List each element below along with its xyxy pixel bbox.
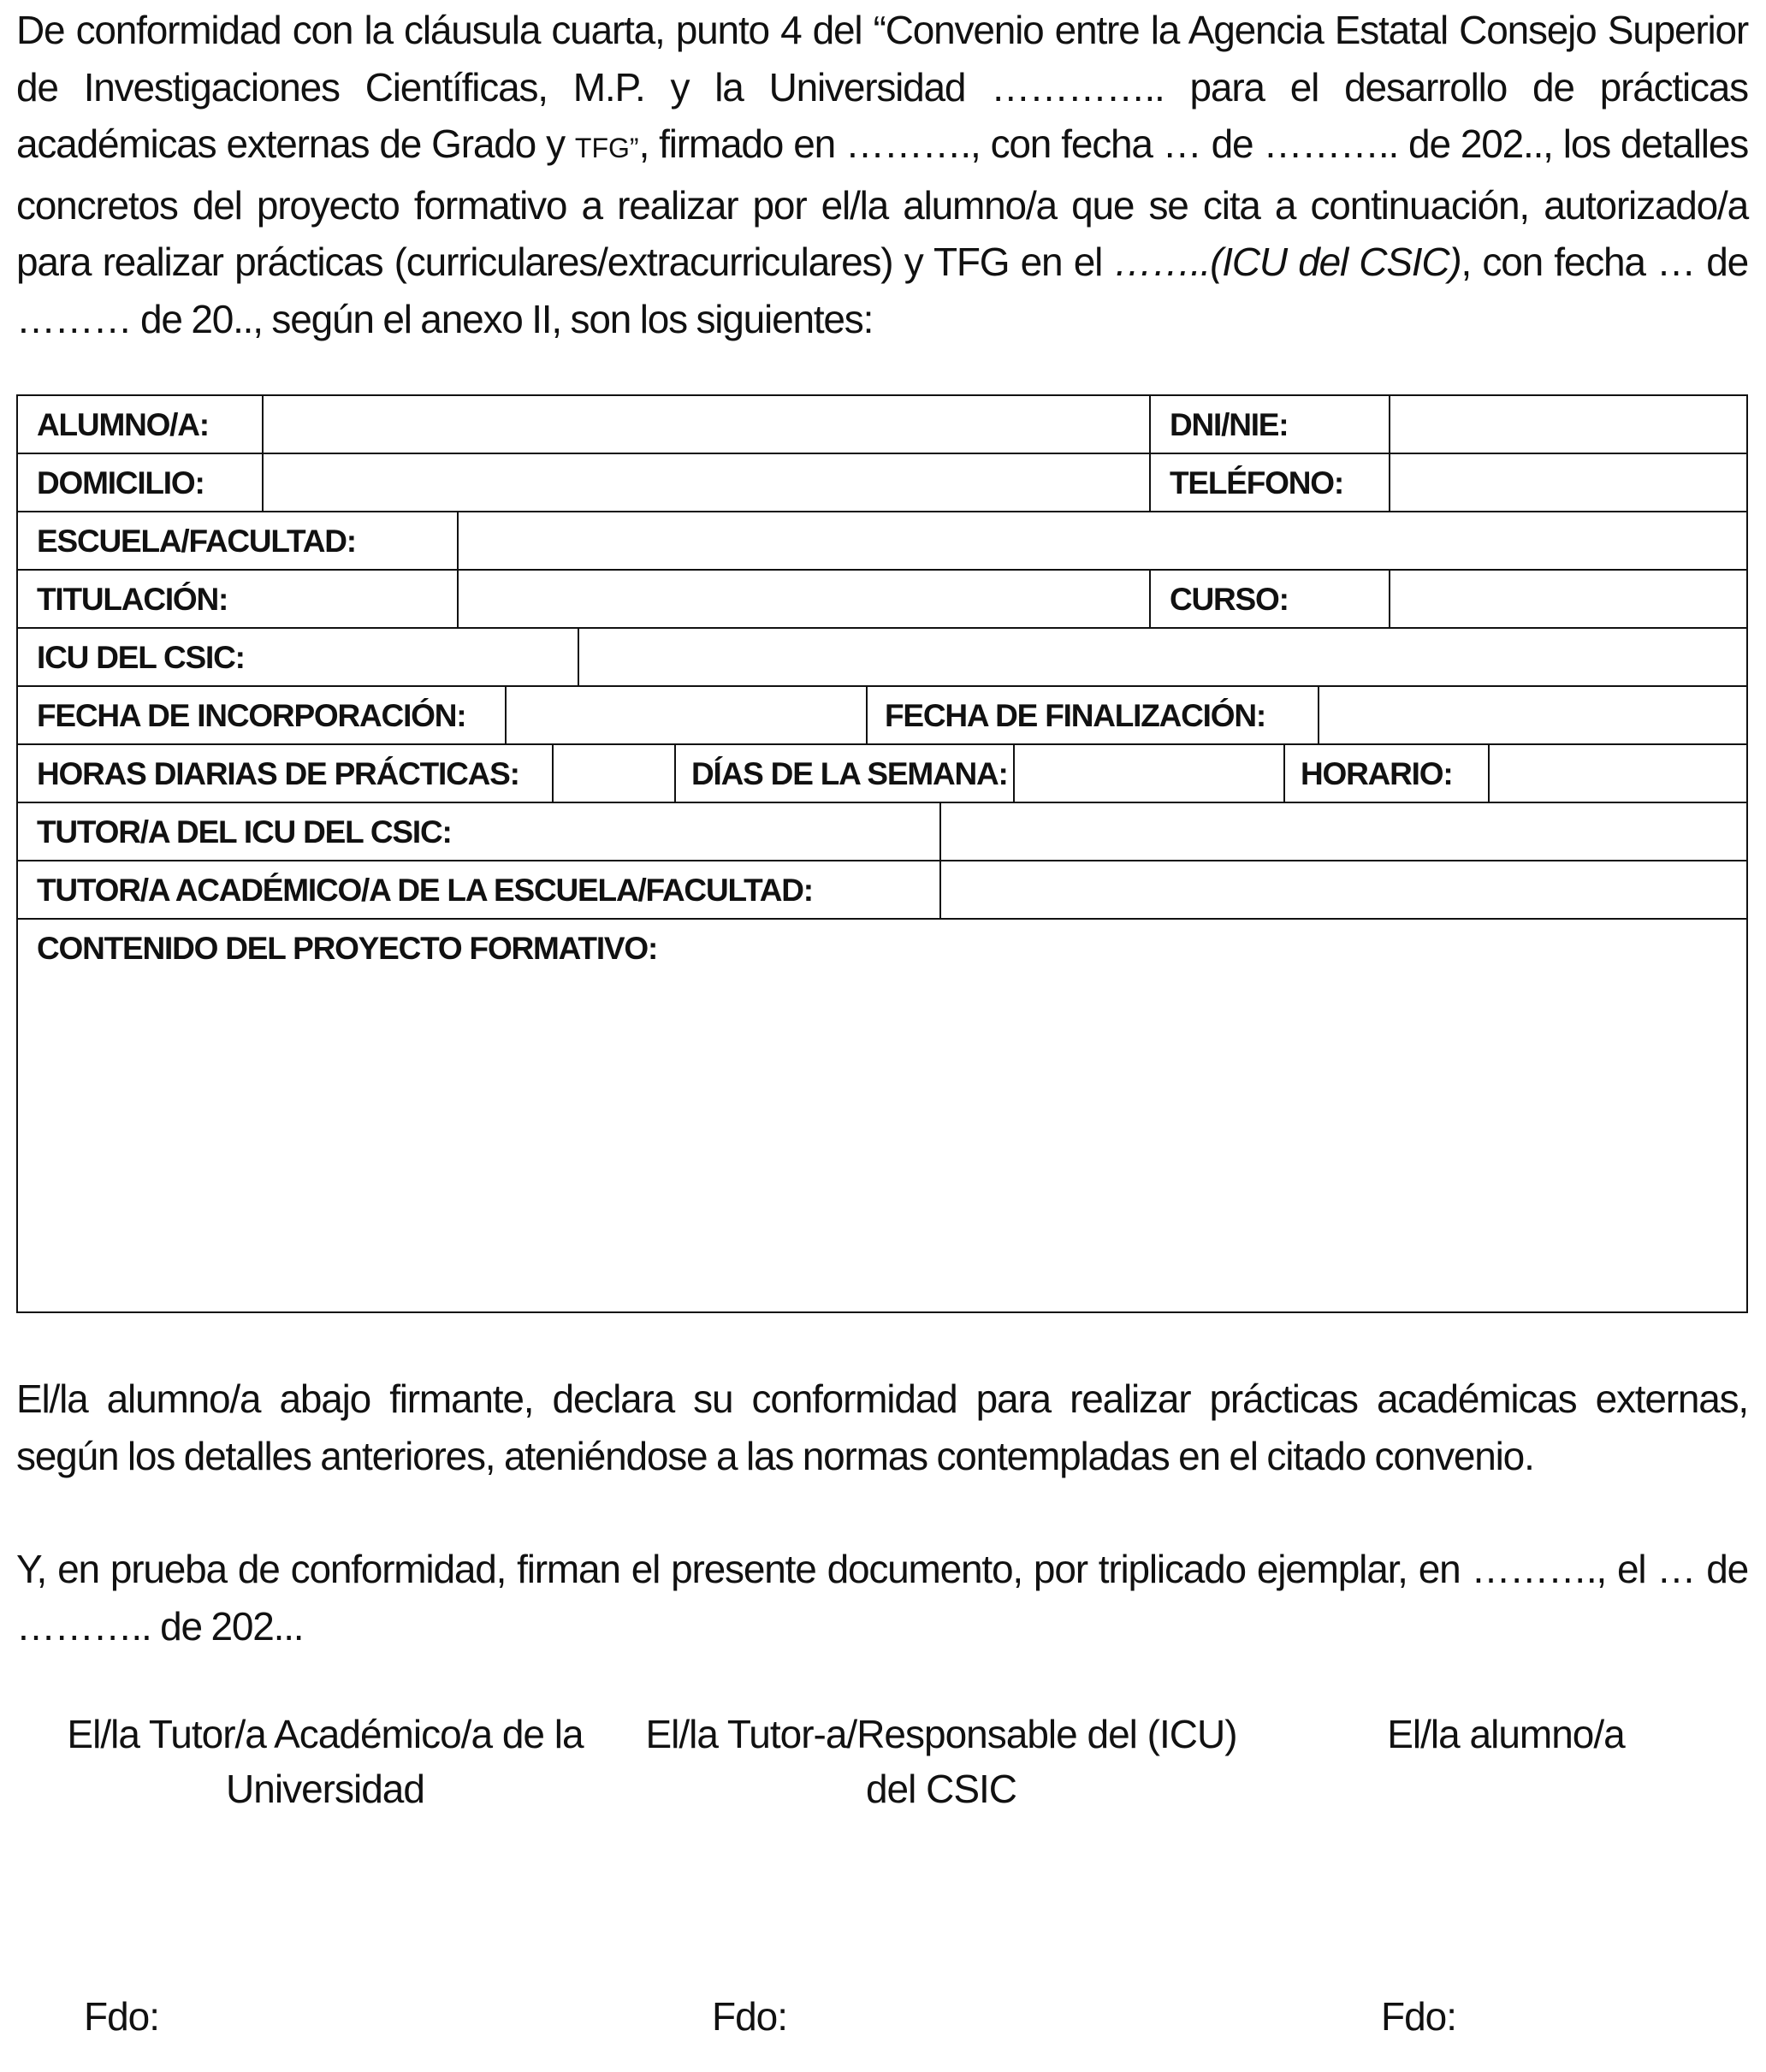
fecha-finalizacion-field[interactable] bbox=[1320, 688, 1745, 743]
intro-paragraph bbox=[16, 2, 1748, 347]
fdo-alumno: Fdo: bbox=[1381, 1994, 1457, 2039]
signature-title-line: El/la alumno/a bbox=[1387, 1712, 1625, 1756]
project-form-table bbox=[16, 394, 1748, 1313]
col-divider bbox=[866, 685, 868, 743]
intro-icu: ……..(ICU del CSIC) bbox=[1113, 240, 1461, 284]
col-divider bbox=[552, 743, 554, 802]
signature-tutor-icu bbox=[633, 1707, 1249, 1816]
tutor-academico-field[interactable] bbox=[942, 862, 1745, 917]
dias-semana-field[interactable] bbox=[1016, 746, 1282, 801]
label-curso: CURSO: bbox=[1170, 582, 1289, 617]
horario-field[interactable] bbox=[1490, 746, 1745, 801]
intro-tfg: TFG” bbox=[574, 133, 639, 163]
col-divider bbox=[674, 743, 676, 802]
label-fecha-incorporacion: FECHA DE INCORPORACIÓN: bbox=[37, 698, 466, 733]
label-contenido: CONTENIDO DEL PROYECTO FORMATIVO: bbox=[37, 931, 658, 966]
label-domicilio: DOMICILIO: bbox=[37, 465, 204, 500]
label-tutor-icu: TUTOR/A DEL ICU DEL CSIC: bbox=[37, 814, 452, 850]
fdo-tutor-icu: Fdo: bbox=[712, 1994, 788, 2039]
col-divider bbox=[1389, 396, 1390, 511]
label-escuela: ESCUELA/FACULTAD: bbox=[37, 524, 356, 559]
signature-title-line: Universidad bbox=[226, 1767, 424, 1811]
col-divider bbox=[1389, 569, 1390, 627]
col-divider bbox=[1149, 569, 1151, 627]
curso-field[interactable] bbox=[1391, 571, 1745, 626]
col-divider bbox=[505, 685, 507, 743]
alumno-field[interactable] bbox=[264, 397, 1147, 452]
fdo-tutor-academico: Fdo: bbox=[84, 1994, 160, 2039]
label-telefono: TELÉFONO: bbox=[1170, 465, 1343, 500]
col-divider bbox=[1013, 743, 1015, 802]
signature-title-line: del CSIC bbox=[865, 1767, 1017, 1811]
col-divider bbox=[939, 802, 941, 918]
row-divider bbox=[18, 453, 1746, 454]
col-divider bbox=[1149, 396, 1151, 511]
col-divider bbox=[457, 511, 459, 627]
label-dias-semana: DÍAS DE LA SEMANA: bbox=[691, 756, 1008, 791]
label-titulacion: TITULACIÓN: bbox=[37, 582, 228, 617]
horas-diarias-field[interactable] bbox=[554, 746, 673, 801]
col-divider bbox=[1318, 685, 1319, 743]
row-divider bbox=[18, 627, 1746, 629]
signature-alumno bbox=[1335, 1707, 1677, 1761]
tutor-icu-field[interactable] bbox=[942, 804, 1745, 859]
signature-tutor-academico bbox=[51, 1707, 599, 1816]
proof-paragraph: Y, en prueba de conformidad, firman el presente documento, por triplicado ejemplar, en ………., el … de ……….. de 202... bbox=[16, 1547, 1748, 1649]
intro-text-1: De conformidad con la cláusula cuarta, punto 4 del “Convenio entre la Agencia Estatal Consejo Superior de Investigaciones Científicas, M.P. y la Universidad ………….. para el desarrollo de prácticas académicas externas de Grado y bbox=[16, 8, 1748, 166]
telefono-field[interactable] bbox=[1391, 455, 1745, 510]
label-dni: DNI/NIE: bbox=[1170, 407, 1289, 442]
label-tutor-academico: TUTOR/A ACADÉMICO/A DE LA ESCUELA/FACULTAD: bbox=[37, 873, 813, 908]
signature-title-line: El/la Tutor-a/Responsable del (ICU) bbox=[645, 1712, 1237, 1756]
signature-title-line: El/la Tutor/a Académico/a de la bbox=[67, 1712, 584, 1756]
domicilio-field[interactable] bbox=[264, 455, 1147, 510]
fecha-incorporacion-field[interactable] bbox=[507, 688, 864, 743]
label-alumno: ALUMNO/A: bbox=[37, 407, 209, 442]
dni-field[interactable] bbox=[1391, 397, 1745, 452]
declaration-paragraph: El/la alumno/a abajo firmante, declara su conformidad para realizar prácticas académicas externas, según los detalles anteriores, ateniéndose a las normas contempladas en el citado convenio. bbox=[16, 1376, 1748, 1478]
col-divider bbox=[578, 627, 579, 685]
contenido-field[interactable] bbox=[20, 978, 1745, 1310]
label-icu: ICU DEL CSIC: bbox=[37, 640, 245, 675]
titulacion-field[interactable] bbox=[459, 571, 1147, 626]
col-divider bbox=[262, 396, 264, 511]
col-divider bbox=[1283, 743, 1285, 802]
col-divider bbox=[1488, 743, 1490, 802]
label-horario: HORARIO: bbox=[1301, 756, 1453, 791]
intro-text-2: , firmado en ………., con fecha … de ……….. de 202.., los detalles concretos del proyecto formativo a realizar por el/la alumno/a que se cita a continuación, autorizado/a para realizar prácticas (curriculares/extracurriculares) y TFG en el bbox=[16, 121, 1748, 284]
label-fecha-finalizacion: FECHA DE FINALIZACIÓN: bbox=[885, 698, 1265, 733]
icu-field[interactable] bbox=[580, 630, 1745, 684]
escuela-field[interactable] bbox=[459, 513, 1745, 568]
label-horas-diarias: HORAS DIARIAS DE PRÁCTICAS: bbox=[37, 756, 519, 791]
intro-text-3: , con fecha … de ……… de 20.., según el anexo II, son los siguientes: bbox=[16, 240, 1748, 341]
